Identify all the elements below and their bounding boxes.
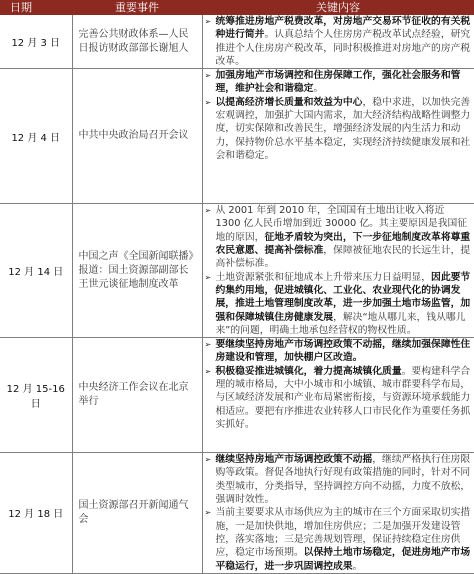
key-point-emphasis: 积极稳妥推进城镇化，着力提高城镇化质量 xyxy=(215,365,402,377)
row-event: 完善公共财政体系—人民日报访财政部部长谢旭人 xyxy=(72,15,202,69)
arrow-bullet-icon: ➢ xyxy=(204,455,212,465)
row-key-content xyxy=(202,338,474,453)
row-key-content xyxy=(202,15,474,69)
key-point-text: 土地资源紧张和征地成本上升带来压力日益明显， xyxy=(215,271,432,283)
arrow-bullet-icon: ➢ xyxy=(204,508,212,518)
key-point-text: ，继续严格执行住房限购等政策。督促各地执行好现有政策措施的同时，针对不同类型城市，分类指导，坚持调控方向不动摇，力度不放松，强调时效性。 xyxy=(215,454,471,506)
table-header-row xyxy=(0,0,474,15)
key-point-emphasis: 以提高经济增长质量和效益为中心 xyxy=(215,96,363,108)
header-event: 重要事件 xyxy=(72,0,202,15)
key-point-emphasis: 以保持土地市场稳定，促进房地产市场平稳运行，进一步巩固调控成果 xyxy=(215,547,471,572)
key-point-emphasis: 加强房地产市场调控和住房保障工作，强化社会服务和管理，维护社会和谐稳定 xyxy=(215,70,461,95)
arrow-bullet-icon: ➢ xyxy=(204,71,212,81)
key-point-text: 从 2001 年到 2010 年，全国国有土地出让收入将近 1300 亿人民币增加到近 30000 亿。其主要原因是我国征地的原因， xyxy=(215,205,468,243)
row-date: 12 月 14 日 xyxy=(0,204,72,338)
arrow-bullet-icon: ➢ xyxy=(204,272,212,282)
arrow-bullet-icon: ➢ xyxy=(204,17,212,26)
key-point xyxy=(203,204,473,270)
key-point-text: ，保障被征地农民的长远生计，提高补偿标准。 xyxy=(215,245,471,270)
key-point xyxy=(203,365,473,431)
key-point-emphasis: 继续坚持房地产市场调控政策不动摇 xyxy=(215,454,373,466)
header-date: 日期 xyxy=(0,0,72,15)
key-point-text: ，解决“地从哪儿来，钱从哪儿来”的问题，明确土地承包经营权的物权性质。 xyxy=(215,311,466,336)
row-key-content xyxy=(202,453,474,574)
key-point-text: 。要构建科学合理的城市格局，大中小城市和小城镇、城市群要科学布局，与区域经济发展和产业布局紧密衔接，与资源环境承载能力相适应。要把有序推进农业转移人口市民化作为重要任务抓实抓好。 xyxy=(215,365,471,430)
row-date: 12 月 3 日 xyxy=(0,15,72,69)
table-row xyxy=(0,453,474,574)
key-point xyxy=(203,506,473,572)
key-point xyxy=(203,96,473,162)
key-point-emphasis: 因此要节约集约用地，促进城镇化、工业化、农业现代化的协调发展，推进土地管理制度改革，进一步加强土地市场监管，加强和保障城镇住房健康发展 xyxy=(215,271,471,323)
row-event: 中国之声《全国新闻联播》报道：国土资源部副部长王世元谈征地制度改革 xyxy=(72,204,202,338)
row-key-content xyxy=(202,204,474,338)
key-point xyxy=(203,271,473,337)
table-row xyxy=(0,338,474,453)
table-row xyxy=(0,15,474,69)
key-point-text: ，稳中求进，以加快完善宏观调控，加强扩大国内需求，加大经济结构战略性调整力度，切实保障和改善民生，增强经济发展的内生活力和动力，保持物价总水平基本稳定，实现经济持续健康发展和社会和谐稳定。 xyxy=(215,96,471,161)
row-event: 国土资源部召开新闻通气会 xyxy=(72,453,202,574)
row-date: 12 月 18 日 xyxy=(0,453,72,574)
key-point xyxy=(203,69,473,96)
arrow-bullet-icon: ➢ xyxy=(204,366,212,376)
arrow-bullet-icon: ➢ xyxy=(204,340,212,350)
row-event: 中共中央政治局召开会议 xyxy=(72,69,202,204)
table-row xyxy=(0,69,474,204)
key-point-text: 。 xyxy=(352,560,363,572)
row-date: 12 月 4 日 xyxy=(0,69,72,204)
table-row xyxy=(0,204,474,338)
key-point-text: 当前主要要求从市场供应为主的城市在三个方面采取切实措施，一是加快供地，增加住房供应；二是加强开发建设管控，落实落地；三是完善规划管理，保证持续稳定住房供应，稳定市场预期。 xyxy=(215,507,471,559)
key-point xyxy=(203,338,473,365)
arrow-bullet-icon: ➢ xyxy=(204,97,212,107)
row-key-content xyxy=(202,69,474,204)
key-point-emphasis: 征地矛盾较为突出，下一步征地制度改革将尊重农民意愿、提高补偿标准 xyxy=(215,231,471,257)
arrow-bullet-icon: ➢ xyxy=(204,206,212,216)
row-date: 12 月 15-16 日 xyxy=(0,338,72,453)
key-point-emphasis: 统筹推进房地产税费改革，对房地产交易环节征收的有关税种进行简并 xyxy=(215,16,471,41)
key-point-text: 。认真总结个人住房房产税改革试点经验，研究推进个人住房房产税改革，同时积极推进对房地产的房产税改革。 xyxy=(215,29,471,67)
key-point-emphasis: 要继续坚持房地产市场调控政策不动摇，继续加强保障性住房建设和管理，加快棚户区改造。 xyxy=(215,339,471,364)
key-point xyxy=(203,453,473,506)
key-point-text: 。 xyxy=(313,83,324,95)
row-event: 中央经济工作会议在北京举行 xyxy=(72,338,202,453)
key-point xyxy=(203,15,473,68)
header-key: 关键内容 xyxy=(202,0,474,15)
table-body xyxy=(0,15,474,573)
